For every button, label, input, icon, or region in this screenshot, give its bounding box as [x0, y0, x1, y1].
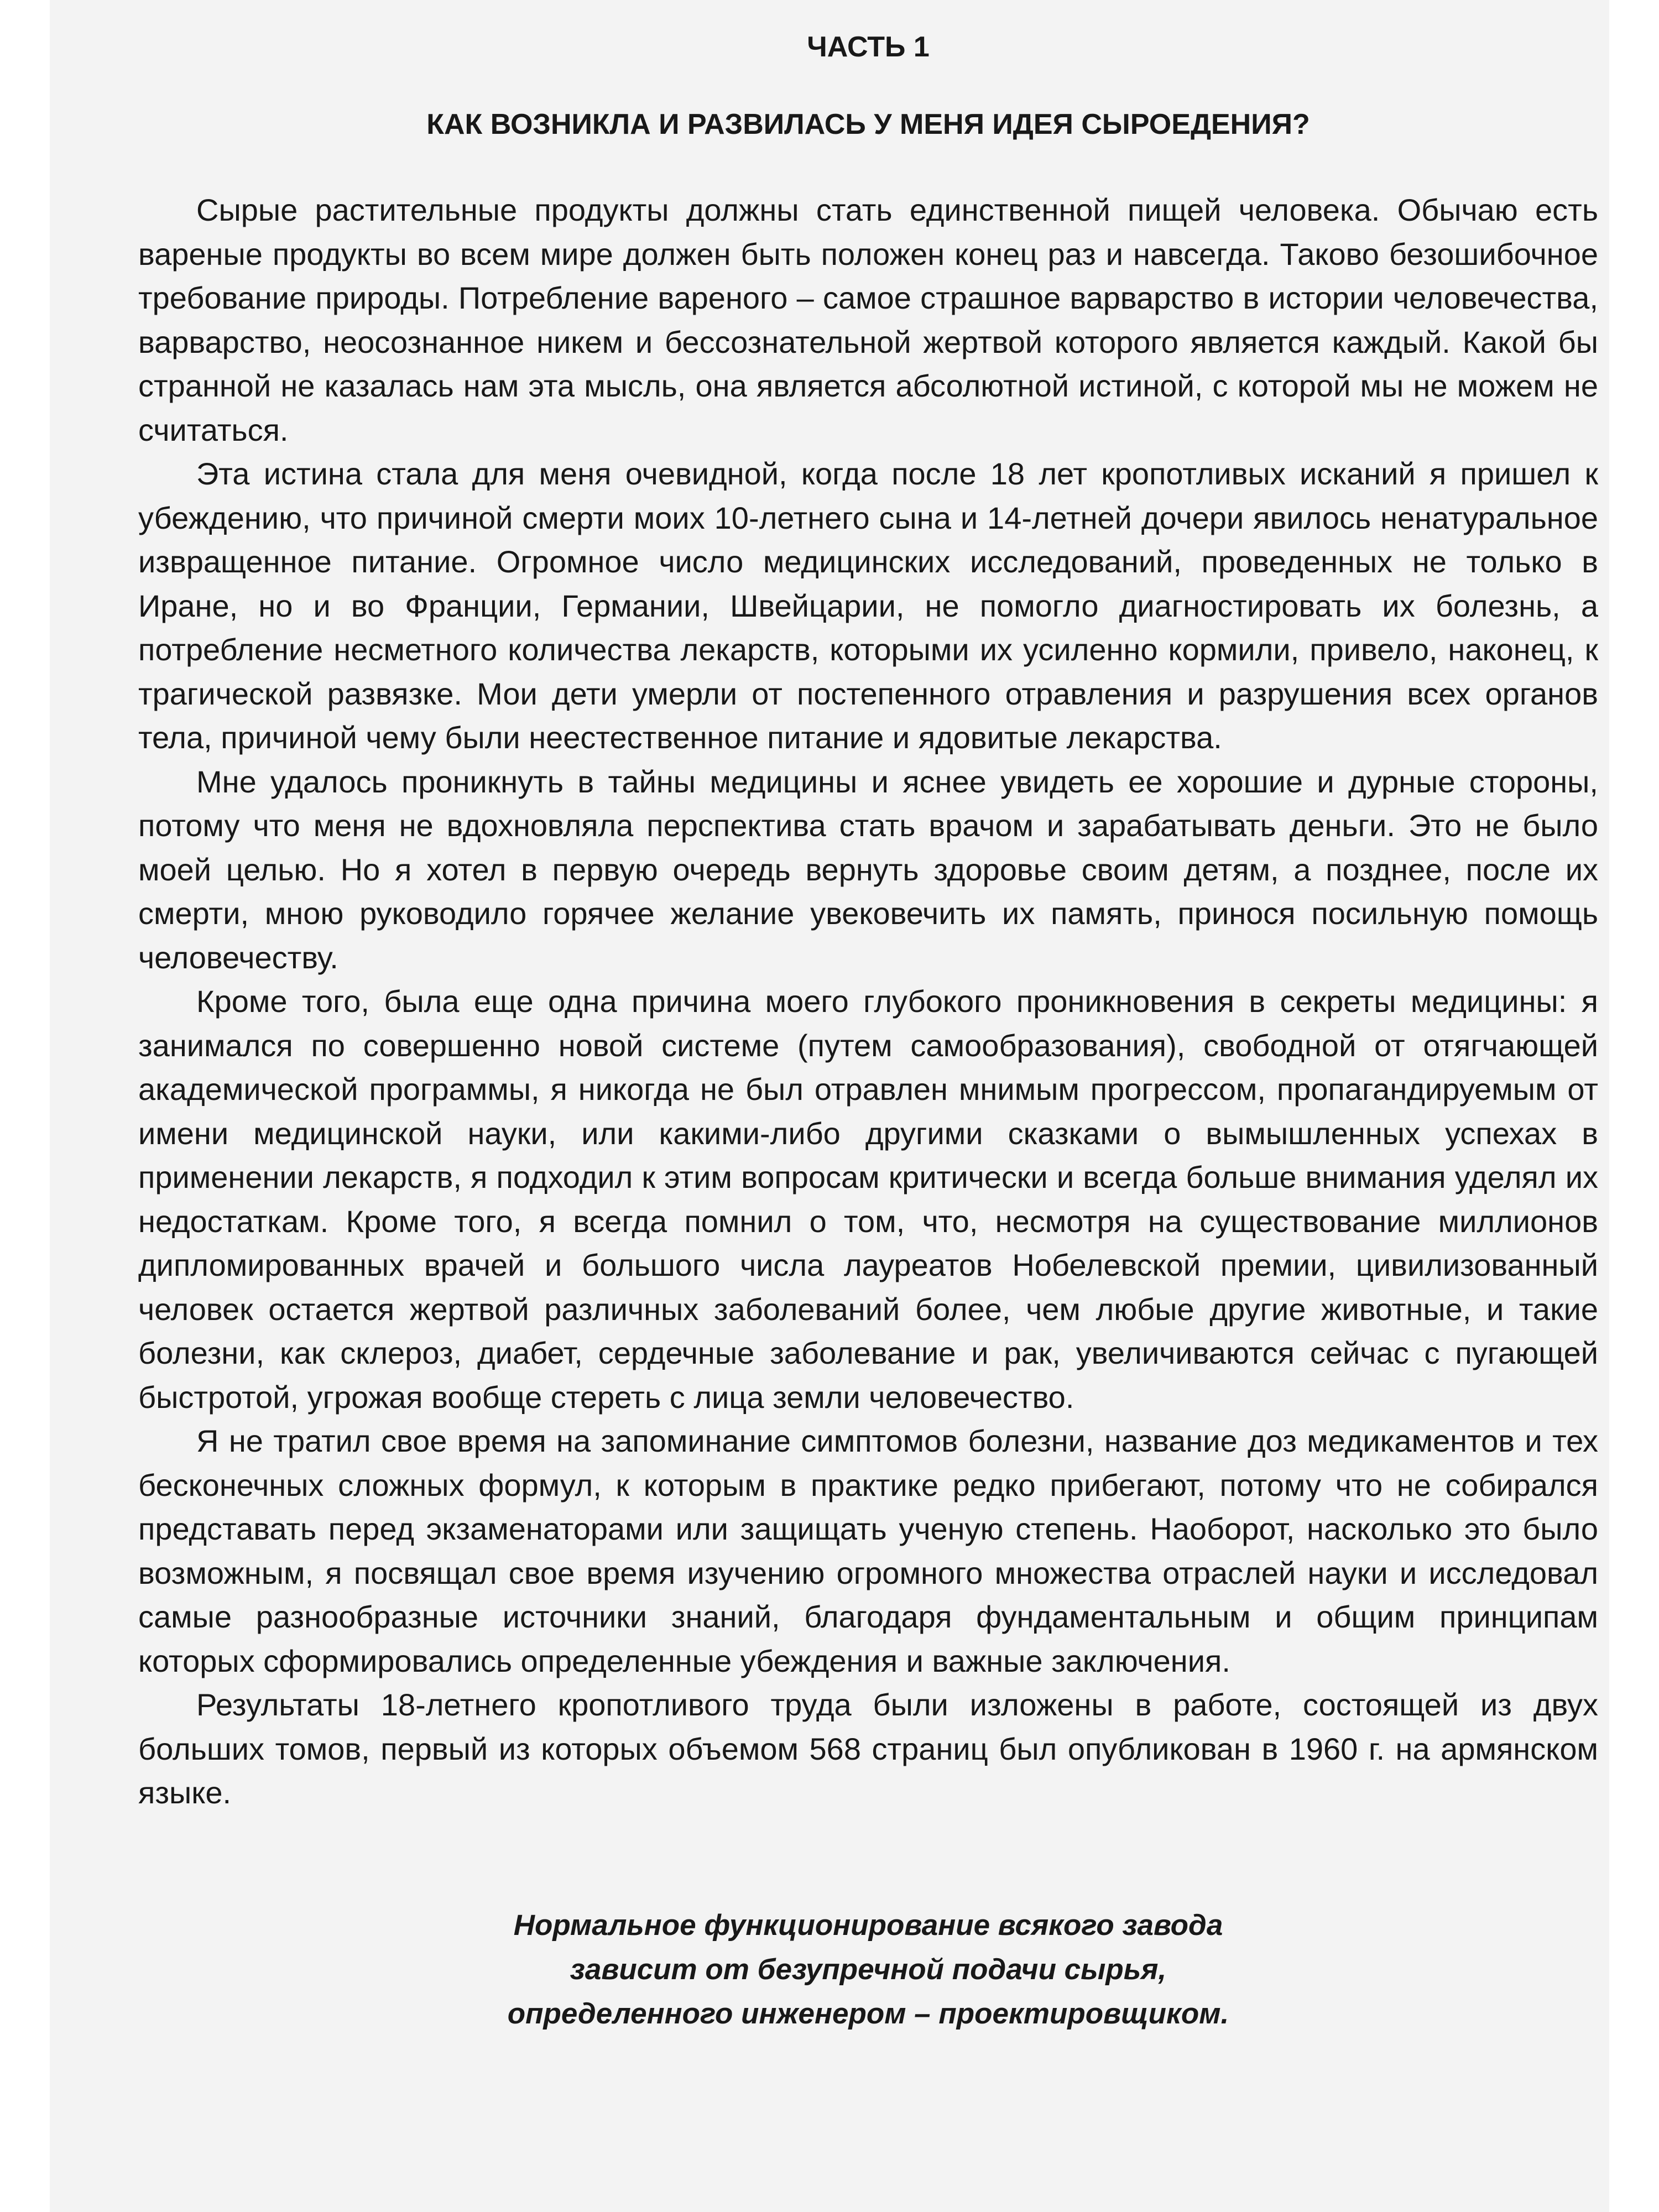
paragraph: Результаты 18-летнего кропотливого труда были изложены в работе, состоящей из двух больших томов, первый из которых объемом 568 страниц был опубликован в 1960 г. на армянском языке.: [138, 1687, 1598, 1810]
paragraph: Сырые растительные продукты должны стать единственной пищей человека. Обычаю есть вареные продукты во всем мире должен быть положен конец раз и навсегда. Таково безошибочное требование природы. Потребление вареного – самое страшное варварство в истории человечества, варварство, неосознанное никем и бессознательной жертвой которого является каждый. Какой бы странной не казалась нам эта мысль, она является абсолютной истиной, с которой мы не можем не считаться.: [138, 192, 1598, 447]
book-page: [50, 0, 1609, 2212]
paragraph: Эта истина стала для меня очевидной, когда после 18 лет кропотливых исканий я пришел к убеждению, что причиной смерти моих 10-летнего сына и 14-летней дочери явилось ненатуральное извращенное питание. Огромное число медицинских исследований, проведенных не только в Иране, но и во Франции, Германии, Швейцарии, не помогло диагностировать их болезнь, а потребление несметного количества лекарств, которыми их усиленно кормили, привело, наконец, к трагической развязке. Мои дети умерли от постепенного отравления и разрушения всех органов тела, причиной чему были неестественное питание и ядовитые лекарства.: [138, 456, 1598, 755]
part-label: ЧАСТЬ 1: [807, 31, 930, 63]
chapter-title: КАК ВОЗНИКЛА И РАЗВИЛАСЬ У МЕНЯ ИДЕЯ СЫРОЕДЕНИЯ?: [426, 108, 1310, 140]
epigraph-line: зависит от безупречной подачи сырья,: [570, 1953, 1167, 1986]
paragraph: Я не тратил свое время на запоминание симптомов болезни, название доз медикаментов и тех бесконечных сложных формул, к которым в практике редко прибегают, потому что не собирался представать перед экзаменаторами или защищать ученую степень. Наоборот, насколько это было возможным, я посвящал свое время изучению огромного множества отраслей науки и исследовал самые разнообразные источники знаний, благодаря фундаментальным и общим принципам которых сформировались определенные убеждения и важные заключения.: [138, 1423, 1598, 1678]
epigraph: [138, 1903, 1598, 2036]
epigraph-line: определенного инженером – проектировщиком.: [507, 1997, 1229, 2030]
epigraph-line: Нормальное функционирование всякого завода: [513, 1908, 1223, 1942]
paragraph: Мне удалось проникнуть в тайны медицины и яснее увидеть ее хорошие и дурные стороны, потому что меня не вдохновляла перспектива стать врачом и зарабатывать деньги. Это не было моей целью. Но я хотел в первую очередь вернуть здоровье своим детям, а позднее, после их смерти, мною руководило горячее желание увековечить их память, принося посильную помощь человечеству.: [138, 764, 1598, 975]
paragraph: Кроме того, была еще одна причина моего глубокого проникновения в секреты медицины: я занимался по совершенно новой системе (путем самообразования), свободной от отягчающей академической программы, я никогда не был отравлен мнимым прогрессом, пропагандируемым от имени медицинской науки, или какими-либо другими сказками о вымышленных успехах в применении лекарств, я подходил к этим вопросам критически и всегда больше внимания уделял их недостаткам. Кроме того, я всегда помнил о том, что, несмотря на существование миллионов дипломированных врачей и большого числа лауреатов Нобелевской премии, цивилизованный человек остается жертвой различных заболеваний более, чем любые другие животные, и такие болезни, как склероз, диабет, сердечные заболевание и рак, увеличиваются сейчас с пугающей быстротой, угрожая вообще стереть с лица земли человечество.: [138, 984, 1598, 1415]
text-column: [138, 22, 1598, 2036]
